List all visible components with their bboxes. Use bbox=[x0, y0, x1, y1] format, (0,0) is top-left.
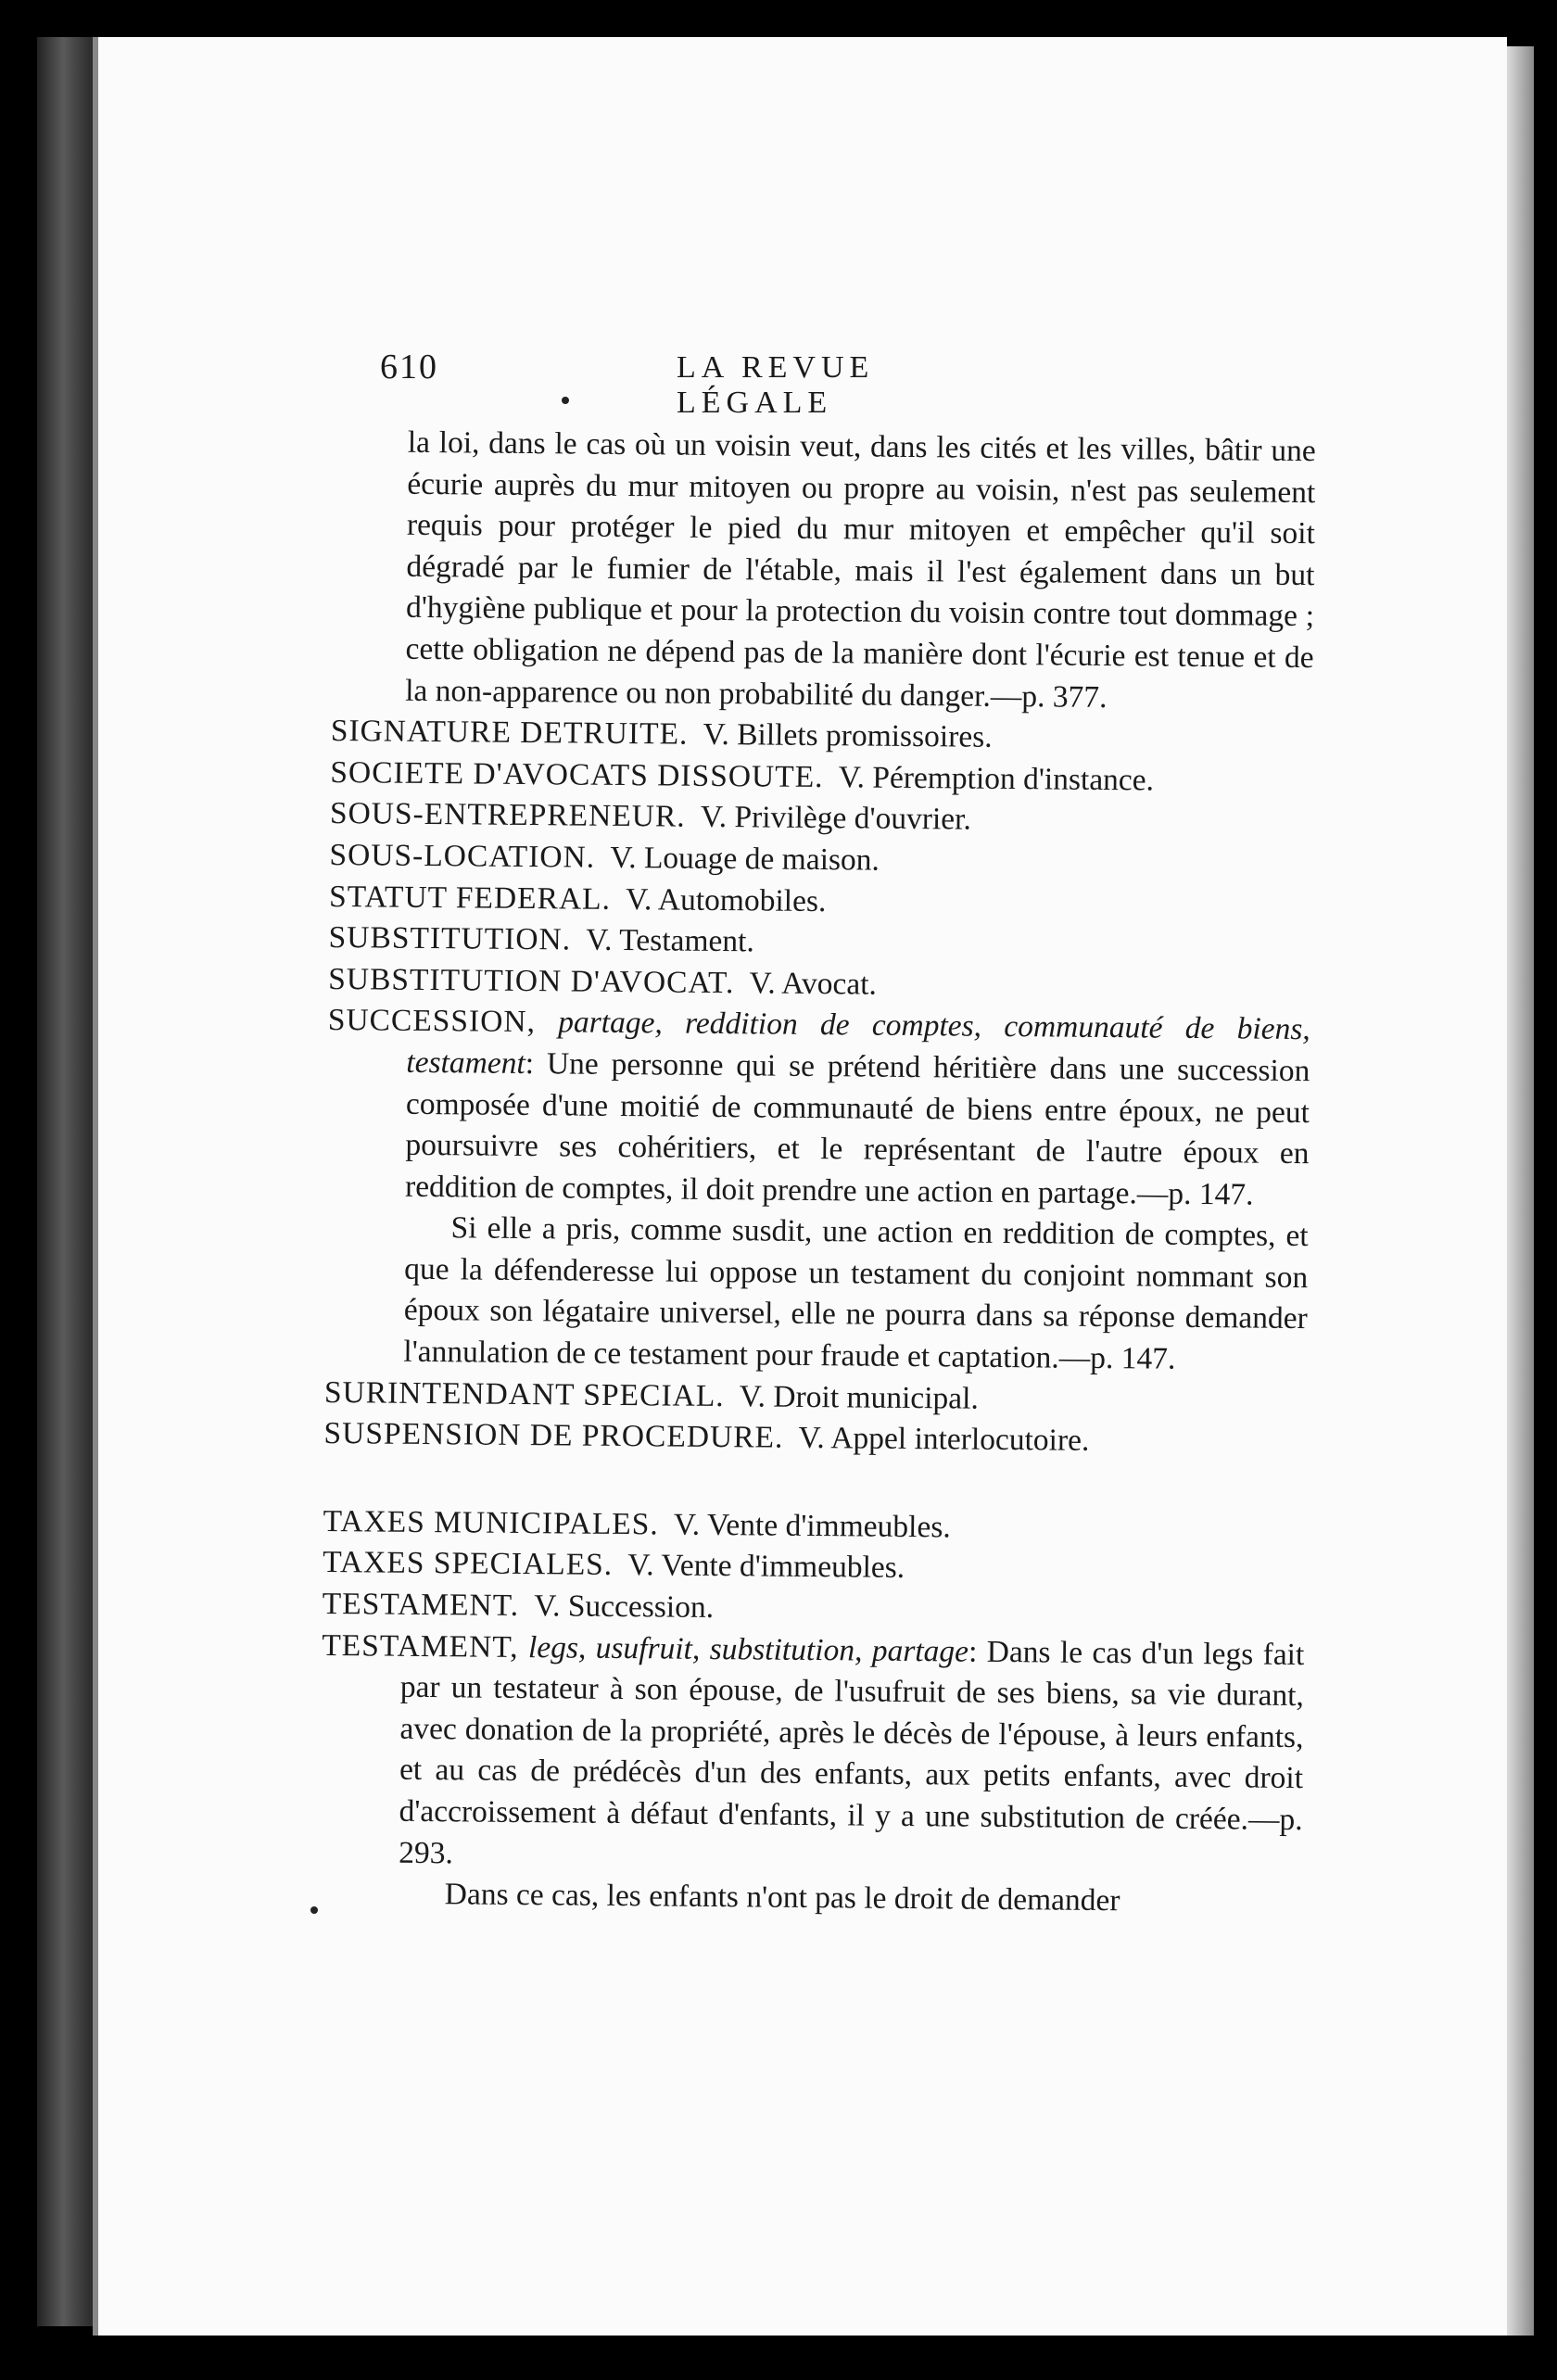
page-header bbox=[380, 343, 1029, 420]
entry-heading: SOUS-LOCATION. bbox=[329, 837, 596, 875]
entry-heading: TAXES MUNICIPALES. bbox=[323, 1503, 659, 1542]
entry-ref: V. Privilège d'ouvrier. bbox=[700, 800, 971, 837]
entry-heading: TESTAMENT, bbox=[322, 1627, 519, 1665]
entries-t-list bbox=[323, 1501, 1306, 1635]
entry-ref: V. Péremption d'instance. bbox=[838, 759, 1155, 798]
entry-ref: V. Avocat. bbox=[749, 966, 878, 1002]
entry-heading: STATUT FEDERAL. bbox=[328, 879, 612, 917]
entry-heading: TESTAMENT. bbox=[322, 1586, 520, 1624]
entries-s2-list bbox=[323, 1373, 1307, 1464]
entry-ref: V. Louage de maison. bbox=[610, 840, 880, 878]
entry-ref: V. Vente d'immeubles. bbox=[627, 1548, 905, 1586]
entry-ref: V. Appel interlocutoire. bbox=[798, 1421, 1090, 1459]
page-number: 610 bbox=[380, 348, 438, 386]
entry-heading: SUSPENSION DE PROCEDURE. bbox=[323, 1416, 784, 1455]
entry-ref: V. Testament. bbox=[586, 922, 755, 959]
entries-s-list bbox=[328, 711, 1313, 1009]
testament-entry bbox=[320, 1626, 1305, 1883]
entry-ref: V. Billets promissoires. bbox=[703, 716, 993, 754]
running-title: LA REVUE LÉGALE bbox=[677, 350, 875, 420]
entry-heading: SOCIETE D'AVOCATS DISSOUTE. bbox=[330, 754, 824, 794]
entry-body: : Dans le cas d'un legs fait par un testateur à son épouse, de l'usufruit de ses biens, sa vie durant, avec donation de la propriété, après le décès de l'épouse, à leurs enfants, et au cas de prédécès d'un des enfants, aux petits enfants, avec droit d'accroissement à défaut d'enfants, il y a une substitution de créée.—p. 293. bbox=[399, 1634, 1305, 1870]
print-speck bbox=[562, 397, 569, 404]
entry-heading: SUCCESSION, bbox=[327, 1003, 537, 1040]
entry-body: : Une personne qui se prétend héritière dans une succession composée d'une moitié de communauté de biens entre époux, ne peut poursuivre ses cohéritiers, et le représentant de l'autre époux en reddition de comptes, il doit prendre une action en partage.—p. 147. bbox=[404, 1045, 1310, 1212]
index-text bbox=[320, 422, 1316, 1924]
print-speck bbox=[310, 1906, 318, 1914]
entry-ref: V. Vente d'immeubles. bbox=[673, 1507, 951, 1545]
succession-entry bbox=[326, 1000, 1310, 1216]
entry-ref: V. Droit municipal. bbox=[739, 1378, 980, 1416]
opening-paragraph: la loi, dans le cas où un voisin veut, dans les cités et les villes, bâtir une écurie auprès du mur mitoyen ou propre au voisin, n'est pas seulement requis pour protéger le pied du mur mitoyen et empêcher qu'il soit dégradé par le fumier de l'étable, mais il l'est également dans un but d'hygiène publique et pour la protection du voisin contre tout dommage ; cette obligation ne dépend pas de la manière dont l'écurie est tenue et de la non-apparence ou non probabilité du danger.—p. 377. bbox=[405, 424, 1316, 715]
testament-paragraph-2: Dans ce cas, les enfants n'ont pas le droit de demander bbox=[444, 1877, 1120, 1918]
entry-heading: SURINTENDANT SPECIAL. bbox=[323, 1374, 725, 1413]
entry-keywords: legs, usufruit, substitution, partage bbox=[527, 1629, 969, 1669]
entry-heading: TAXES SPECIALES. bbox=[323, 1545, 614, 1583]
entry-heading: SIGNATURE DETRUITE. bbox=[330, 714, 689, 752]
succession-paragraph-2: Si elle a pris, comme susdit, une action en reddition de comptes, et que la défenderesse lui oppose un testament du conjoint nommant son époux son légataire universel, elle ne pourra dans sa réponse demander l'annulation de ce testament pour fraude et captation.—p. 147. bbox=[403, 1210, 1309, 1376]
entry-heading: SUBSTITUTION D'AVOCAT. bbox=[328, 961, 735, 1000]
entry-heading: SOUS-ENTREPRENEUR. bbox=[329, 796, 686, 835]
entry-heading: SUBSTITUTION. bbox=[328, 920, 572, 957]
entry-keywords: partage, reddition de comptes, communauté de biens, testament bbox=[406, 1005, 1310, 1081]
entry-ref: V. Automobiles. bbox=[625, 881, 827, 918]
entry-ref: V. Succession. bbox=[534, 1589, 715, 1626]
